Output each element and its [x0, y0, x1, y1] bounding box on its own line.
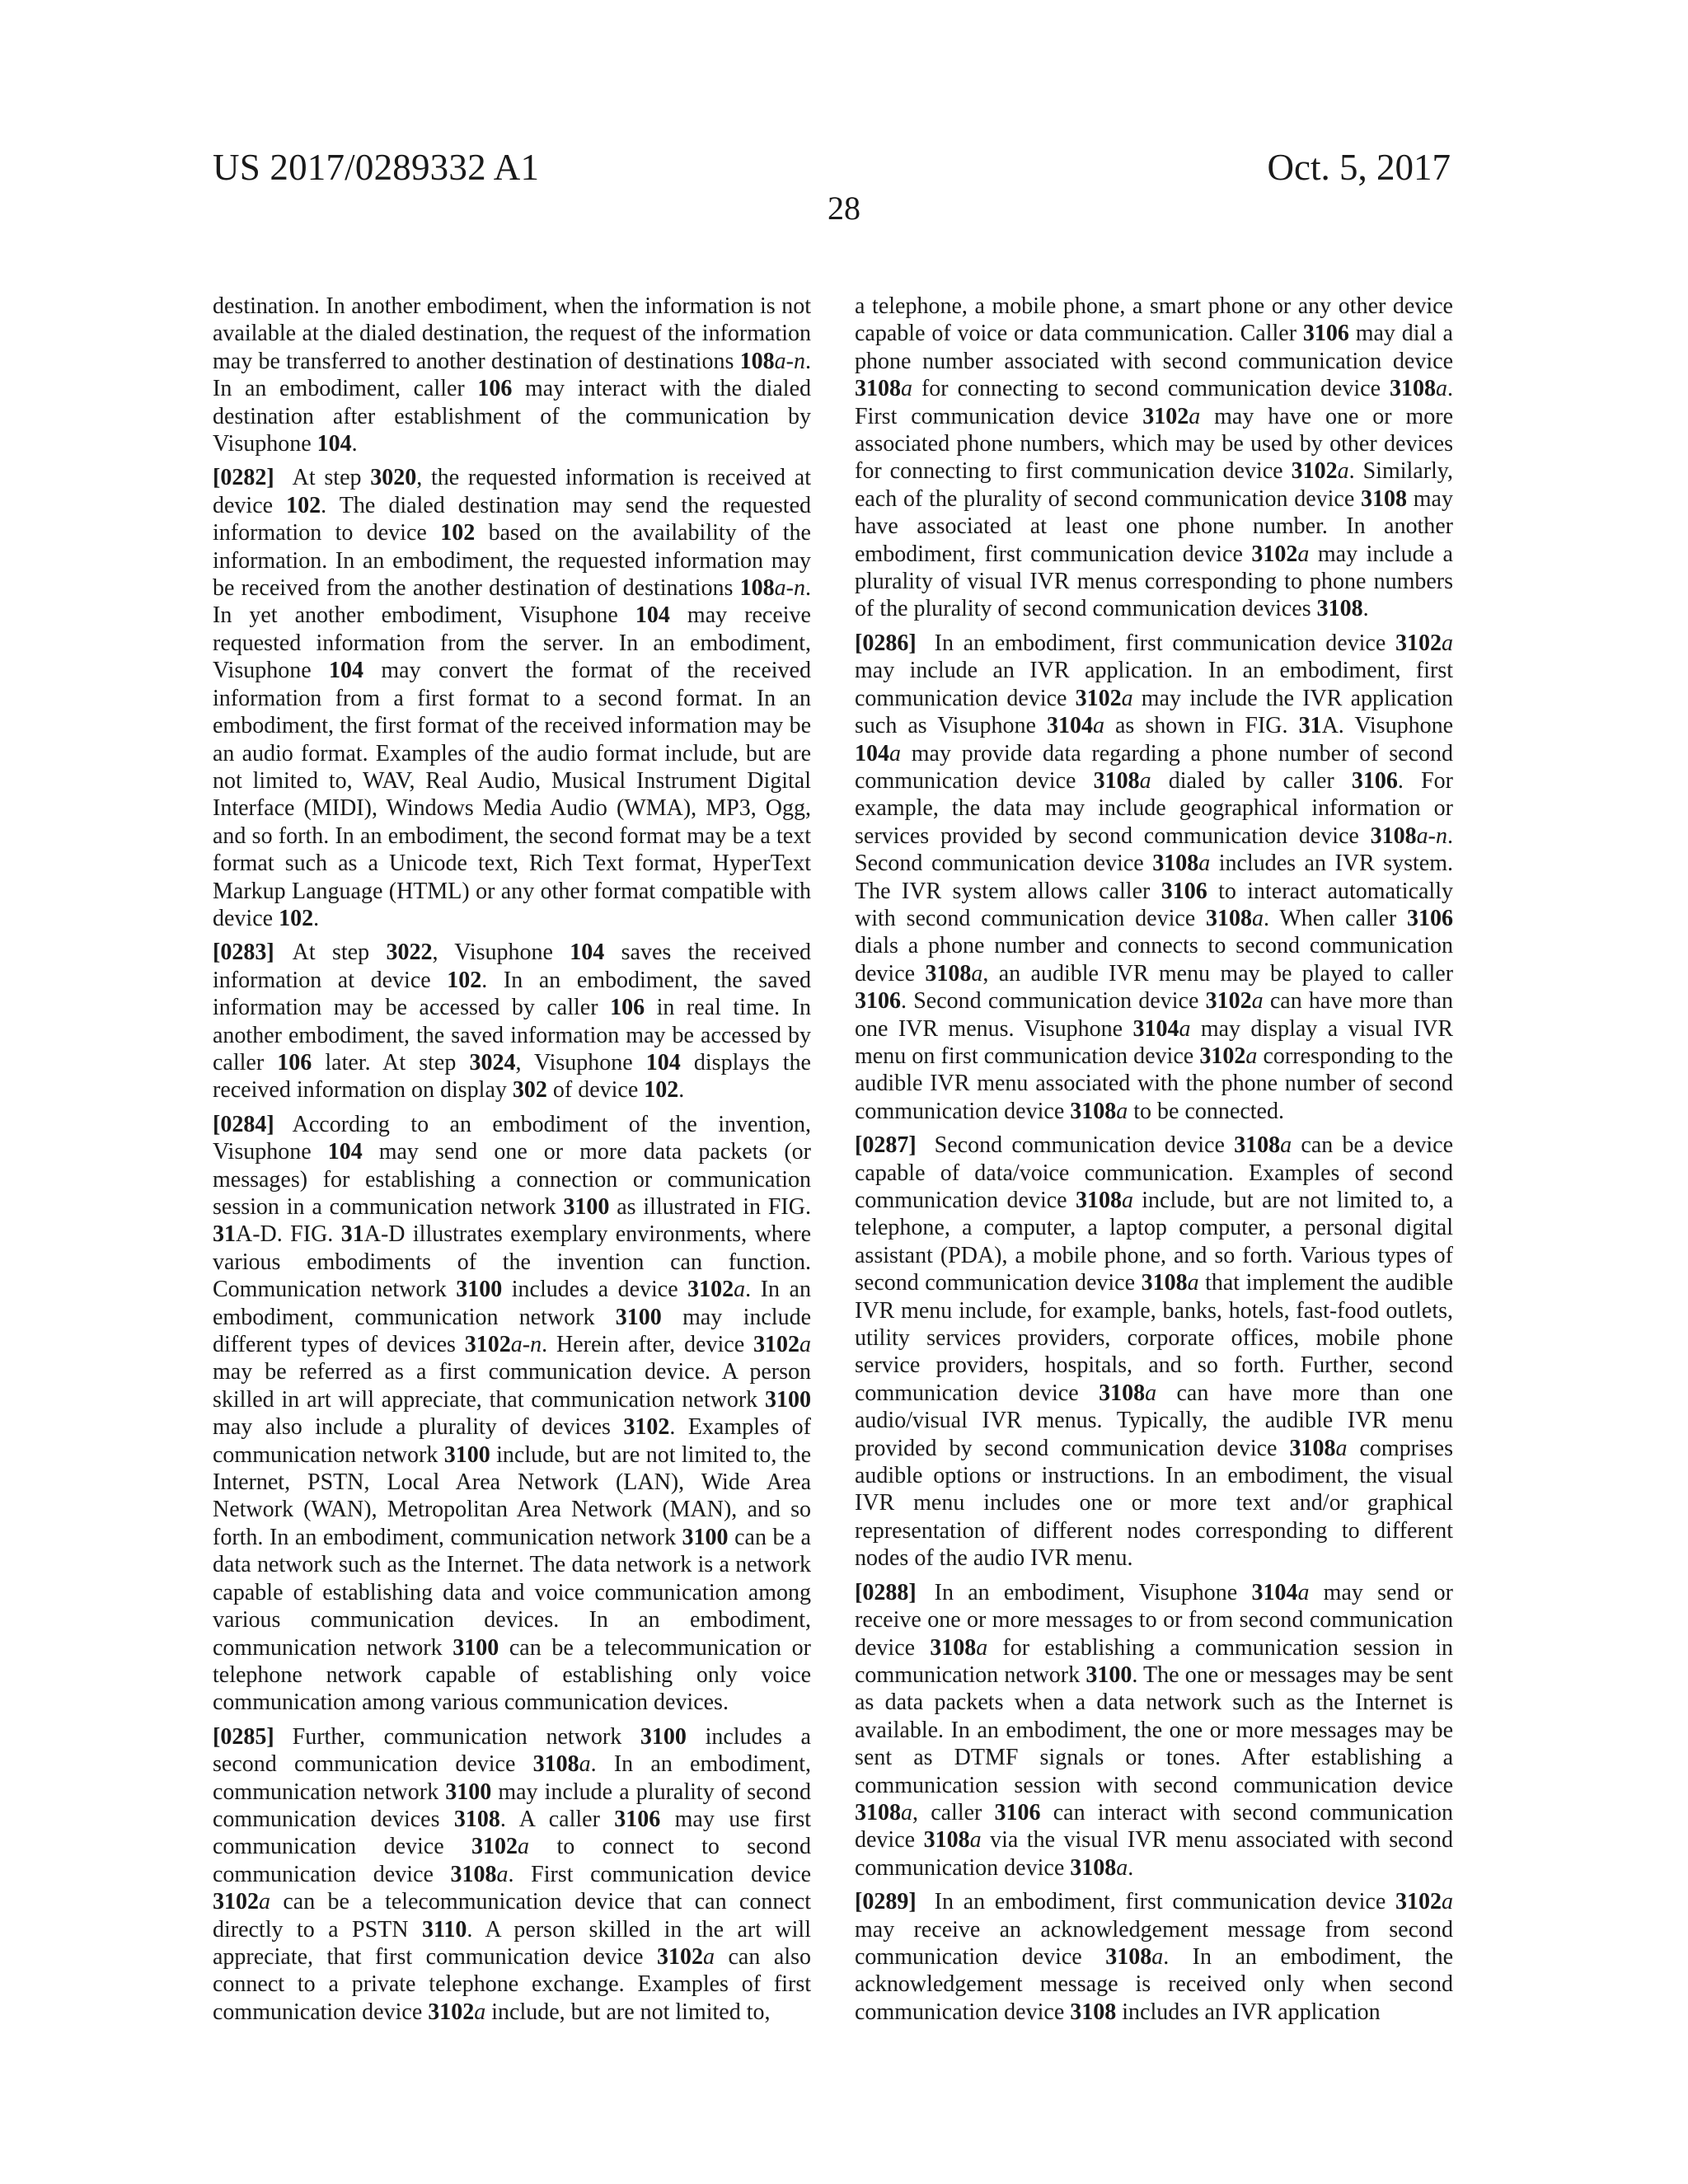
paragraph	[855, 1132, 1453, 1572]
paragraph-number: [0282]	[213, 465, 274, 491]
paragraph-text: destination. In another embodiment, when the information is not available at the dialed destination, the request of the information may be transferred to another destination of destinations 108a-n. In an embodiment, caller 106 may interact with the dialed destination after establishment of the communication by Visuphone 104.	[213, 293, 811, 457]
paragraph	[855, 630, 1453, 1125]
paragraph-text: In an embodiment, Visuphone 3104a may send or receive one or more messages to or from second communication device 3108a for establishing a communication session in communication network 3100. The one or messages may be sent as data packets when a data network such as the Internet is available. In an embodiment, the one or more messages may be sent as DTMF signals or tones. After establishing a communication session with second communication device 3108a, caller 3106 can interact with second communication device 3108a via the visual IVR menu associated with second communication device 3108a.	[855, 1579, 1454, 1881]
paragraph	[855, 1579, 1453, 1882]
paragraph-number: [0285]	[213, 1723, 274, 1750]
paragraph-text: Second communication device 3108a can be a device capable of data/voice communication. Examples of second communication device 3108a include, but are not limited to, a telephone, a computer, a laptop computer, a personal digital assistant (PDA), a mobile phone, and so forth. Various types of second communication device 3108a that implement the audible IVR menu include, for example, banks, hotels, fast-food outlets, utility services providers, corporate offices, mobile phone service providers, hospitals, and so forth. Further, second communication device 3108a can have more than one audio/visual IVR menus. Typically, the audible IVR menu provided by second communication device 3108a comprises audible options or instructions. In an embodiment, the visual IVR menu includes one or more text and/or graphical representation of different nodes corresponding to different nodes of the audio IVR menu.	[855, 1132, 1454, 1572]
publication-number: US 2017/0289332 A1	[213, 147, 540, 188]
paragraph	[213, 464, 811, 932]
paragraph-text: According to an embodiment of the invention, Visuphone 104 may send one or more data packets (or messages) for establishing a connection or communication session in a communication network 3100 as illustrated in FIG. 31A-D. FIG. 31A-D illustrates exemplary environments, where various embodiments of the invention can function. Communication network 3100 includes a device 3102a. In an embodiment, communication network 3100 may include different types of devices 3102a-n. Herein after, device 3102a may be referred as a first communication device. A person skilled in art will appreciate, that communication network 3100 may also include a plurality of devices 3102. Examples of communication network 3100 include, but are not limited to, the Internet, PSTN, Local Area Network (LAN), Wide Area Network (WAN), Metropolitan Area Network (MAN), and so forth. In an embodiment, communication network 3100 can be a data network such as the Internet. The data network is a network capable of establishing data and voice communication among various communication devices. In an embodiment, communication network 3100 can be a telecommunication or telephone network capable of establishing only voice communication among various communication devices.	[213, 1111, 812, 1716]
paragraph-text: In an embodiment, first communication device 3102a may receive an acknowledgement message from second communication device 3108a. In an embodiment, the acknowledgement message is received only when second communication device 3108 includes an IVR application	[855, 1889, 1453, 2025]
right-column	[855, 293, 1453, 2032]
paragraph	[855, 1888, 1453, 2026]
paragraph-number: [0288]	[855, 1579, 917, 1605]
paragraph	[213, 1723, 811, 2026]
paragraph-text: At step 3020, the requested information is received at device 102. The dialed destination may send the requested information to device 102 based on the availability of the information. In an embodiment, the requested information may be received from the another destination of destinations 108a-n. In yet another embodiment, Visuphone 104 may receive requested information from the server. In an embodiment, Visuphone 104 may convert the format of the received information from a first format to a second format. In an embodiment, the first format of the received information may be an audio format. Examples of the audio format include, but are not limited to, WAV, Real Audio, Musical Instrument Digital Interface (MIDI), Windows Media Audio (WMA), MP3, Ogg, and so forth. In an embodiment, the second format may be a text format such as a Unicode text, Rich Text format, HyperText Markup Language (HTML) or any other format compatible with device 102.	[213, 465, 811, 931]
paragraph	[855, 293, 1453, 623]
paragraph	[213, 1111, 811, 1717]
paragraph-text: In an embodiment, first communication device 3102a may include an IVR application. In an embodiment, first communication device 3102a may include the IVR application such as Visuphone 3104a as shown in FIG. 31A. Visuphone 104a may provide data regarding a phone number of second communication device 3108a dialed by caller 3106. For example, the data may include geographical information or services provided by second communication device 3108a-n. Second communication device 3108a includes an IVR system. The IVR system allows caller 3106 to interact automatically with second communication device 3108a. When caller 3106 dials a phone number and connects to second communication device 3108a, an audible IVR menu may be played to caller 3106. Second communication device 3102a can have more than one IVR menus. Visuphone 3104a may display a visual IVR menu on first communication device 3102a corresponding to the audible IVR menu associated with the phone number of second communication device 3108a to be connected.	[855, 630, 1454, 1124]
paragraph	[213, 939, 811, 1104]
paragraph-number: [0286]	[855, 630, 917, 656]
paragraph	[213, 293, 811, 457]
paragraph-text: a telephone, a mobile phone, a smart phone or any other device capable of voice or data communication. Caller 3106 may dial a phone number associated with second communication device 3108a for connecting to second communication device 3108a. First communication device 3102a may have one or more associated phone numbers, which may be used by other devices for connecting to first communication device 3102a. Similarly, each of the plurality of second communication device 3108 may have associated at least one phone number. In another embodiment, first communication device 3102a may include a plurality of visual IVR menus corresponding to phone numbers of the plurality of second communication devices 3108.	[855, 293, 1453, 622]
publication-date: Oct. 5, 2017	[1267, 147, 1451, 188]
paragraph-number: [0284]	[213, 1111, 274, 1137]
left-column	[213, 293, 811, 2032]
paragraph-text: Further, communication network 3100 includes a second communication device 3108a. In an embodiment, communication network 3100 may include a plurality of second communication devices 3108. A caller 3106 may use first communication device 3102a to connect to second communication device 3108a. First communication device 3102a can be a telecommunication device that can connect directly to a PSTN 3110. A person skilled in the art will appreciate, that first communication device 3102a can also connect to a private telephone exchange. Examples of first communication device 3102a include, but are not limited to,	[213, 1723, 812, 2025]
paragraph-number: [0287]	[855, 1132, 917, 1159]
paragraph-text: At step 3022, Visuphone 104 saves the received information at device 102. In an embodiment, the saved information may be accessed by caller 106 in real time. In another embodiment, the saved information may be accessed by caller 106 later. At step 3024, Visuphone 104 displays the received information on display 302 of device 102.	[213, 940, 812, 1104]
paragraph-number: [0289]	[855, 1889, 917, 1915]
page-number: 28	[828, 190, 860, 227]
paragraph-number: [0283]	[213, 940, 274, 966]
